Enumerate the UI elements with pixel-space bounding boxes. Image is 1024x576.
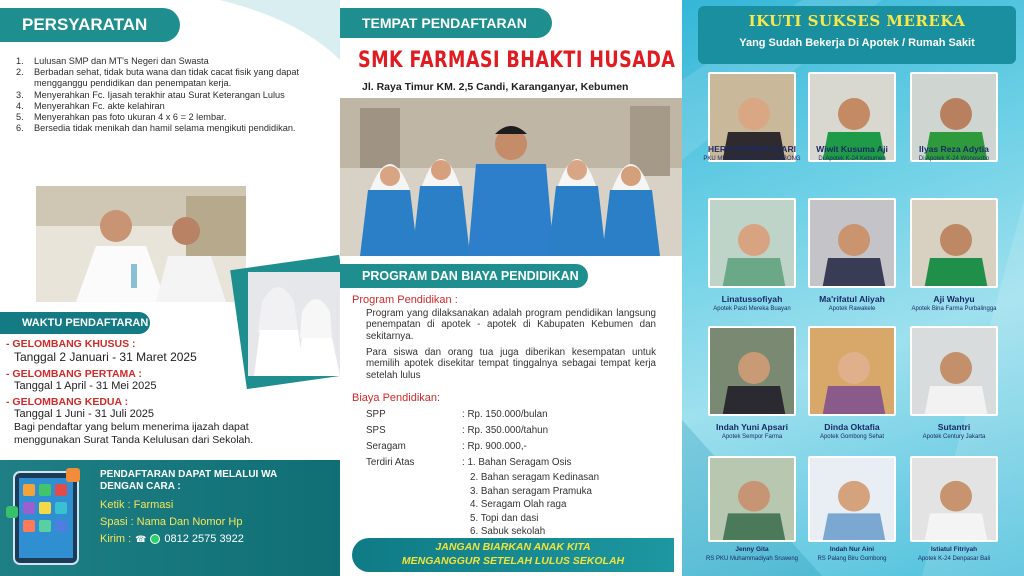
fee-row: [366, 425, 548, 436]
fee-label: SPP: [366, 409, 386, 420]
fee-value: : Rp. 350.000/tahun: [462, 425, 549, 436]
wa-spasi: Spasi : Nama Dan Nomor Hp: [100, 516, 243, 528]
list-item: 5. Topi dan dasi: [470, 512, 539, 524]
list-number: 5.: [16, 112, 24, 123]
alumni-name: Linatussofiyah: [721, 294, 783, 304]
students-group-photo: [340, 98, 682, 256]
list-text: Lulusan SMP dan MT's Negeri dan Swasta: [34, 56, 209, 66]
list-number: 3.: [16, 89, 24, 100]
wa-ketik: Ketik : Farmasi: [100, 499, 174, 511]
alumni-photo: [708, 456, 796, 542]
list-text: Menyerahkan pas foto ukuran 4 x 6 = 2 lembar.: [34, 112, 227, 123]
waktu-title: [0, 312, 150, 334]
tempat-title: [340, 8, 552, 38]
alumni-name: Dinda Oktafia: [824, 422, 880, 432]
alumni-subtitle: Yang Sudah Bekerja Di Apotek / Rumah Sakit: [739, 37, 975, 49]
fee-label: Terdiri Atas: [366, 457, 415, 468]
list-item: 4. Seragam Olah raga: [470, 499, 567, 510]
fee-row: [366, 409, 548, 420]
alumni-name: HERA PERMATASARI: [707, 144, 797, 154]
biaya-subtitle: Biaya Pendidikan:: [352, 392, 441, 404]
alumni-name: Indah Nur Aini: [829, 546, 875, 553]
list-number: 1.: [16, 56, 24, 66]
alumni-workplace: Apotek Gombong Sehat: [819, 434, 885, 440]
tablet-apps-icon: [6, 466, 92, 570]
list-number: 4.: [16, 100, 24, 111]
alumni-name: Ilyas Reza Adytia: [919, 144, 989, 154]
alumni-photo: [910, 198, 998, 288]
fee-row: [366, 441, 527, 452]
gelombang-kedua-label: - GELOMBANG KEDUA :: [6, 396, 129, 408]
waktu-title-text: WAKTU PENDAFTARAN: [22, 317, 149, 329]
gelombang-kedua-date: Tanggal 1 Juni - 31 Juli 2025: [14, 408, 155, 420]
list-item: [16, 90, 334, 101]
gelombang-khusus-date: Tanggal 2 Januari - 31 Maret 2025: [14, 350, 197, 364]
alumni-name: Aji Wahyu: [933, 294, 975, 304]
alumni-name: Indah Yuni Apsari: [715, 422, 789, 432]
alumni-name: Jenny Gita: [735, 546, 769, 553]
alumni-workplace: Di Apotek K-24 Kebumen: [818, 156, 886, 162]
fee-label: Seragam: [366, 441, 406, 452]
alumni-workplace: Apotek Bina Farma Purbalingga: [911, 306, 997, 312]
gelombang-khusus-label: - GELOMBANG KHUSUS :: [6, 338, 136, 350]
list-number: 6.: [16, 123, 24, 134]
wa-phone: 0812 2575 3922: [164, 533, 244, 545]
persyaratan-title: [0, 8, 180, 42]
alumni-photo: [910, 326, 998, 416]
program-paragraph-2: Para siswa dan orang tua juga diberikan kesempatan untuk memilih apotek disekitar tempat tinggalnya sebagai tempat kerja setelah lulus: [366, 347, 656, 381]
alumni-photo: [910, 456, 998, 542]
gelombang-pertama-label: - GELOMBANG PERTAMA :: [6, 368, 142, 380]
wa-kirim-label: Kirim :: [100, 533, 132, 545]
alumni-photo: [708, 326, 796, 416]
fee-value: : Rp. 150.000/bulan: [462, 409, 548, 420]
alumni-workplace: Apotek Century Jakarta: [922, 434, 986, 440]
alumni-workplace: Apotek Sempor Farma: [721, 434, 783, 440]
list-text: Berbadan sehat, tidak buta wana dan tidak cacat fisik yang dapat mengganggu pendidikan dan penempatan kerja.: [34, 67, 300, 89]
alumni-photo: [808, 326, 896, 416]
school-name: SMK FARMASI BHAKTI HUSADA: [358, 48, 676, 73]
alumni-workplace: PKU MUHAMMADIYAH GOMBONG: [703, 156, 801, 162]
list-item: [16, 112, 334, 123]
school-address: Jl. Raya Timur KM. 2,5 Candi, Karanganyar, Kebumen: [362, 81, 629, 93]
slogan-line-2: MENGANGGUR SETELAH LULUS SEKOLAH: [401, 555, 625, 567]
list-item: [16, 67, 334, 89]
program-title: [340, 264, 588, 288]
alumni-name: Sutantri: [937, 422, 971, 432]
slogan-line-1: JANGAN BIARKAN ANAK KITA: [435, 541, 591, 553]
list-item: [16, 56, 334, 67]
persyaratan-title-text: PERSYARATAN: [22, 15, 148, 34]
list-item: 3. Bahan seragam Pramuka: [470, 485, 592, 497]
list-text: Menyerahkan Fc. Ijasah terakhir atau Surat Keterangan Lulus: [34, 89, 285, 100]
program-title-text: PROGRAM DAN BIAYA PENDIDIKAN: [362, 269, 579, 283]
list-text: Bersedia tidak menikah dan hamil selama mengikuti pendidikan.: [34, 123, 296, 134]
waktu-note: Bagi pendaftar yang belum menerima ijazah dapat menggunakan Surat Tanda Kelulusan dari Sekolah.: [14, 421, 254, 446]
program-subtitle: Program Pendidikan :: [352, 294, 458, 306]
list-item: [16, 101, 334, 112]
uniform-list: [470, 471, 599, 539]
alumni-photo: [808, 456, 896, 542]
requirements-list: [16, 56, 334, 134]
wa-title: PENDAFTARAN DAPAT MELALUI WA DENGAN CARA :: [100, 469, 277, 492]
list-number: 2.: [16, 67, 24, 78]
program-paragraph-1: Program yang dilaksanakan adalah program pendidikan langsung penempatan di apotek - apotek di Kabupaten Kebumen dan sekitarnya.: [366, 308, 656, 342]
alumni-photo: [708, 198, 796, 288]
alumni-workplace: Di Apotek K-24 Wonosobo: [918, 156, 990, 162]
fee-value: : 1. Bahan Seragam Osis: [462, 457, 572, 468]
alumni-workplace: RS PKU Muhammadiyah Sruweng: [705, 556, 799, 562]
fee-value: : Rp. 900.000,-: [462, 441, 527, 452]
alumni-photo: [808, 198, 896, 288]
alumni-name: Ma'rifatul Aliyah: [819, 294, 885, 304]
alumni-name: Wiwit Kusuma Aji: [816, 144, 888, 154]
gelombang-pertama-date: Tanggal 1 April - 31 Mei 2025: [14, 380, 157, 392]
alumni-name: Istiatul Fitriyah: [930, 546, 978, 553]
alumni-workplace: RS Palang Biru Gombong: [817, 556, 887, 562]
wa-kirim: [100, 533, 244, 545]
tempat-title-text: TEMPAT PENDAFTARAN: [362, 15, 527, 31]
list-text: Menyerahkan Fc. akte kelahiran: [34, 100, 165, 111]
list-item: 6. Sabuk sekolah: [470, 526, 546, 537]
whatsapp-icon: [150, 534, 160, 544]
alumni-workplace: Apotek Pasti Mereka Buayan: [713, 306, 791, 312]
phone-icon: ☎: [135, 533, 147, 544]
alumni-workplace: Apotek Rawakele: [828, 306, 876, 312]
fee-label: SPS: [366, 425, 386, 436]
lab-photo-students: [36, 186, 246, 302]
alumni-title: IKUTI SUKSES MEREKA: [748, 12, 966, 30]
alumni-workplace: Apotek K-24 Denpasar Bali: [917, 556, 991, 562]
gelombang-section: [6, 338, 282, 446]
fee-row: [366, 457, 571, 468]
list-item: [16, 123, 334, 134]
list-item: 2. Bahan seragam Kedinasan: [470, 472, 600, 483]
